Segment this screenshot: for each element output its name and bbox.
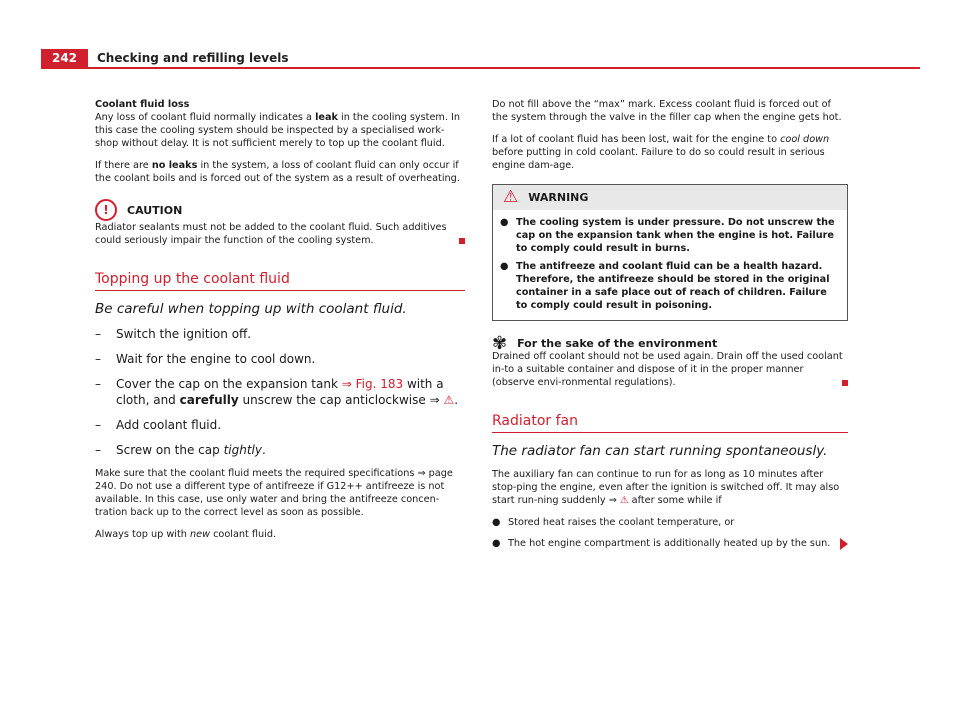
environment-title: For the sake of the environment [517, 337, 718, 350]
list-item: – Wait for the engine to cool down. [95, 352, 316, 366]
end-square-icon [842, 380, 848, 386]
paragraph: Make sure that the coolant fluid meets the required specifications ⇒ page 240. Do not use a different type of antifreeze if G12++ antifreeze is not available. In this case, use only water and bring the antifreeze concen-tration back up to the correct level as soon as possible. [95, 468, 453, 518]
header-rule [41, 67, 920, 69]
chapter-title: Checking and refilling levels [97, 51, 289, 65]
environment-header [492, 333, 848, 354]
paragraph: Do not fill above the “max” mark. Excess coolant fluid is forced out of the system through the valve in the filler cap when the engine gets hot. [492, 99, 842, 123]
exclamation-circle-icon: ! [95, 199, 117, 221]
list-item: – Cover the cap on the expansion tank ⇒ Fig. 183 with a cloth, and carefully unscrew the cap anticlockwise ⇒ ⚠. [95, 377, 459, 407]
section-heading-topping-up: Topping up the coolant fluid [95, 273, 465, 291]
caution-text: Radiator sealants must not be added to the coolant fluid. Such additives could seriously impair the function of the cooling system. [95, 221, 465, 247]
right-column [492, 98, 848, 550]
list-item: – Add coolant fluid. [95, 418, 222, 432]
warning-box [492, 184, 848, 321]
environment-text: Drained off coolant should not be used again. Drain off the used coolant in-to a suitable container and dispose of it in the proper manner (observe envi-ronmental regulations). [492, 350, 848, 389]
section-lead: The radiator fan can start running spontaneously. [492, 443, 828, 459]
section-heading-radiator-fan: Radiator fan [492, 415, 848, 433]
continue-arrow-icon [840, 538, 848, 550]
list-item: – Screw on the cap tightly. [95, 443, 266, 457]
figure-link[interactable]: ⇒ Fig. 183 [341, 377, 404, 391]
subheading-coolant-loss: Coolant fluid loss [95, 99, 190, 110]
page-number: 242 [41, 49, 88, 68]
caution-header [95, 199, 465, 221]
list-item: ● Stored heat raises the coolant temperature, or [492, 517, 735, 528]
list-item: ● The hot engine compartment is additionally heated up by the sun. [492, 537, 848, 550]
paragraph: The auxiliary fan can continue to run for as long as 10 minutes after stop-ping the engine, even after the ignition is switched off. It may also start run-ning suddenly ⇒ ⚠ after some while if [492, 469, 840, 506]
environment-flower-icon: ✾ [492, 333, 508, 354]
section-lead: Be careful when topping up with coolant fluid. [95, 301, 407, 317]
warning-item: ● The antifreeze and coolant fluid can be a health hazard. Therefore, the antifreeze should be stored in the original container in a safe place out of reach of children. Failure to comply could result in poisoning. [500, 261, 830, 311]
warning-title: WARNING [528, 191, 589, 204]
warning-triangle-icon: ⚠ [503, 187, 519, 207]
paragraph: Any loss of coolant fluid normally indicates a leak in the cooling system. In this case the cooling system should be inspected by a specialised work-shop without delay. It is not sufficient merely to top up the coolant fluid. [95, 112, 461, 149]
warning-item: ● The cooling system is under pressure. Do not unscrew the cap on the expansion tank when the engine is hot. Failure to comply could result in burns. [500, 217, 835, 254]
paragraph: If there are no leaks in the system, a loss of coolant fluid can only occur if the coolant boils and is forced out of the system as a result of overheating. [95, 160, 460, 184]
paragraph: If a lot of coolant fluid has been lost, wait for the engine to cool down before putting in cold coolant. Failure to do so could result in serious engine dam-age. [492, 134, 830, 171]
warning-triangle-icon[interactable]: ⚠ [443, 393, 455, 407]
caution-title: CAUTION [127, 203, 183, 217]
left-column [95, 98, 465, 550]
warning-header [493, 185, 847, 210]
end-square-icon [459, 238, 465, 244]
warning-triangle-icon[interactable]: ⚠ [619, 495, 629, 506]
paragraph: Always top up with new coolant fluid. [95, 529, 277, 540]
list-item: – Switch the ignition off. [95, 327, 252, 341]
